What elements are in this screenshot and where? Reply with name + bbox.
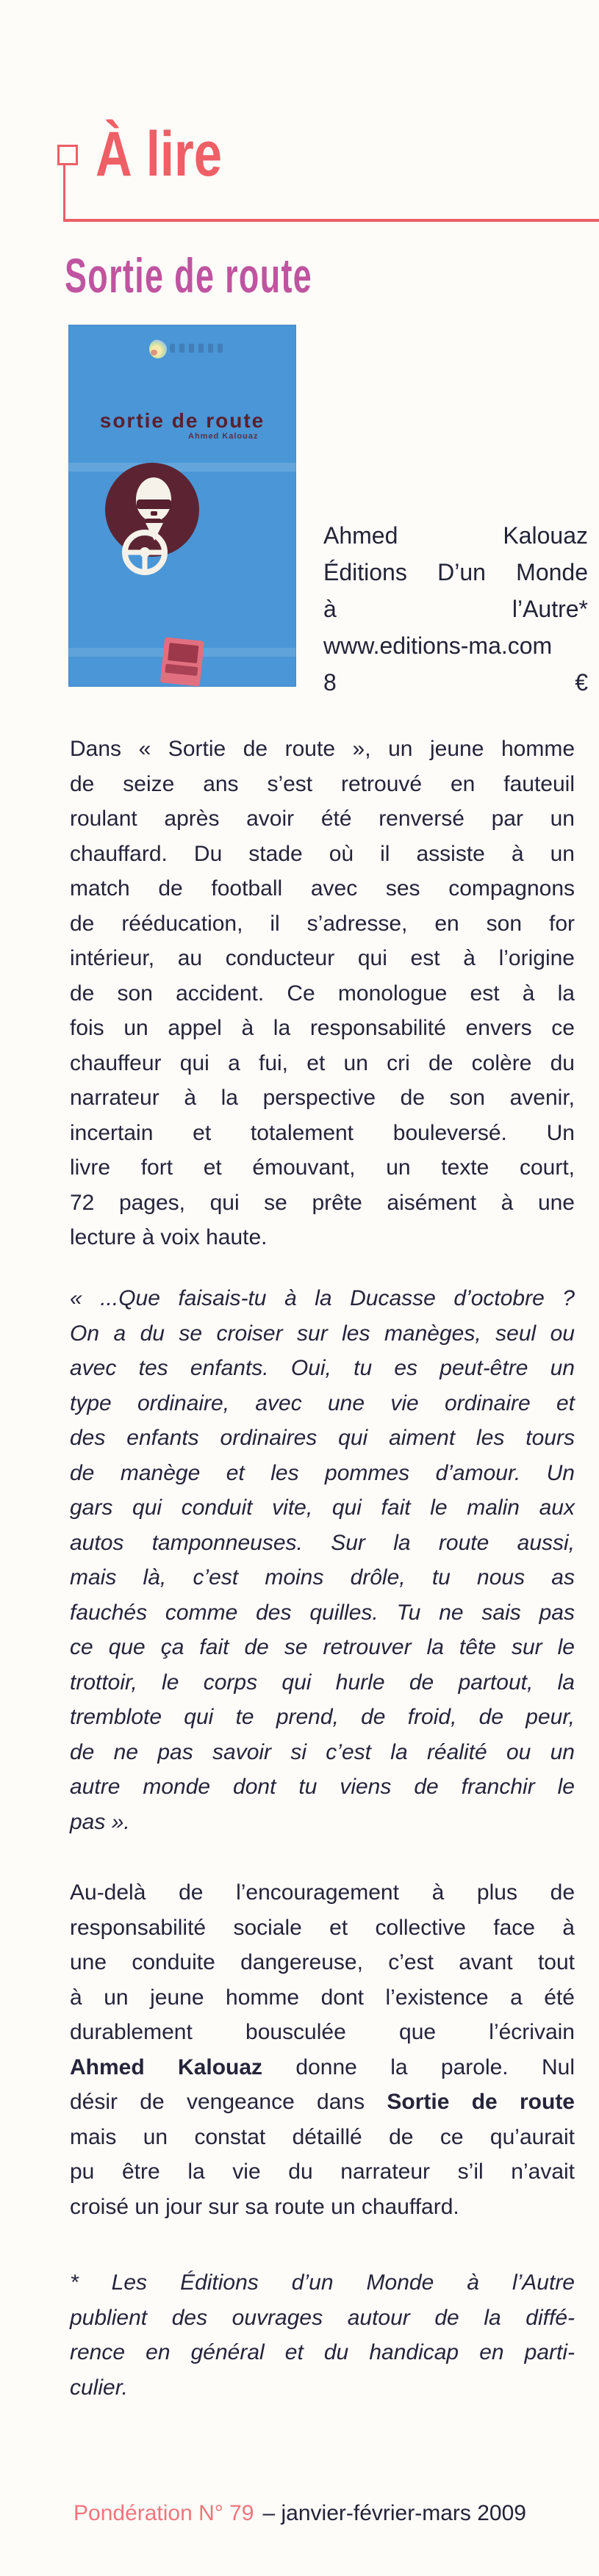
text-line: rence en général et du handicap en parti- xyxy=(70,2340,575,2364)
article-title: Sortie de route xyxy=(65,248,313,303)
text-line: Au-delà de l’encouragement à plus de xyxy=(70,1880,575,1905)
text-line: livre fort et émouvant, un texte court, xyxy=(70,1155,575,1180)
text-line: 72 pages, qui se prête aisément à une xyxy=(70,1190,575,1215)
text-line: mais là, c’est moins drôle, tu nous as xyxy=(70,1565,575,1590)
text-line: On a du se croiser sur les manèges, seul ou xyxy=(70,1321,575,1346)
text-line: de seize ans s’est retrouvé en fauteuil xyxy=(70,771,575,796)
publisher-logo-icon xyxy=(149,339,167,358)
cover-author: Ahmed Kalouaz xyxy=(188,432,259,441)
book-cover-image xyxy=(68,325,296,687)
text-line: Dans « Sortie de route », un jeune homme xyxy=(70,737,575,761)
article-paragraph-1 xyxy=(70,732,575,1255)
text-line: de son accident. Ce monologue est à la xyxy=(70,981,575,1006)
text-line: intérieur, au conducteur qui est à l’origine xyxy=(70,946,575,970)
text-line: narrateur à la perspective de son avenir, xyxy=(70,1086,575,1110)
text-line: Ahmed Kalouaz donne la parole. Nul xyxy=(70,2054,575,2079)
text-line: match de football avec ses compagnons xyxy=(70,876,575,901)
nose-mark xyxy=(151,511,157,516)
footer-issue-date: – janvier-février-mars 2009 xyxy=(262,2501,526,2525)
text-line: autre monde dont tu viens de franchir le xyxy=(70,1775,575,1799)
text-line: culier. xyxy=(70,2375,128,2400)
text-line: durablement bousculée que l’écrivain xyxy=(70,2020,575,2044)
text-line: pas ». xyxy=(70,1809,130,1834)
text-line: de ne pas savoir si c’est la réalité ou un xyxy=(70,1739,575,1764)
text-line: gars qui conduit vite, qui fait le malin aux xyxy=(70,1496,575,1520)
stamp-mark xyxy=(168,643,198,663)
text-line: chauffeur qui a fui, et un cri de colère du xyxy=(70,1050,575,1075)
article-paragraph-2 xyxy=(70,1875,575,2224)
text-line: Éditions D’un Monde xyxy=(323,559,588,585)
publisher-logo-icon xyxy=(151,350,157,356)
text-line: tremblote qui te prend, de froid, de peur, xyxy=(70,1705,575,1729)
text-line: www.editions-ma.com xyxy=(323,632,553,659)
text-line: à un jeune homme dont l’existence a été xyxy=(70,1985,575,2010)
text-line: Ahmed Kalouaz xyxy=(323,522,588,549)
article-quote xyxy=(70,1281,575,1839)
text-line: trottoir, le corps qui hurle de partout, la xyxy=(70,1670,575,1695)
text-line: des enfants ordinaires qui aiment les tours xyxy=(70,1426,575,1450)
text-line: à l’Autre* xyxy=(323,596,588,622)
text-line: mais un constat détaillé de ce qu’aurait xyxy=(70,2124,575,2149)
driver-illustration xyxy=(99,458,209,583)
text-line: lecture à voix haute. xyxy=(70,1225,268,1249)
text-line: type ordinaire, avec une vie ordinaire et xyxy=(70,1390,575,1415)
text-line: 8 € xyxy=(323,669,588,696)
page-footer xyxy=(73,2499,526,2528)
section-connector-line xyxy=(63,165,65,221)
glasses-icon xyxy=(137,499,171,509)
text-line: responsabilité sociale et collective face à xyxy=(70,1915,575,1940)
price-stamp xyxy=(160,637,204,686)
text-line: * Les Éditions d’un Monde à l’Autre xyxy=(70,2270,575,2295)
text-line: pu être la vie du narrateur s’il n’avait xyxy=(70,2160,575,2184)
text-line: publient des ouvrages autour de la diffé- xyxy=(70,2305,575,2330)
text-line: roulant après avoir été renversé par un xyxy=(70,807,575,831)
footer-magazine-name: Pondération N° 79 xyxy=(73,2501,254,2525)
text-line: fauchés comme des quilles. Tu ne sais pas xyxy=(70,1600,575,1625)
text-line: autos tamponneuses. Sur la route aussi, xyxy=(70,1530,575,1555)
section-rule xyxy=(63,219,599,222)
text-line: de rééducation, il s’adresse, en son for xyxy=(70,911,575,936)
text-line: croisé un jour sur sa route un chauffard. xyxy=(70,2194,459,2219)
stamp-mark xyxy=(165,664,198,677)
cover-title: sortie de route xyxy=(99,409,265,432)
section-marker-square xyxy=(57,145,78,165)
publisher-logo-text xyxy=(170,344,227,353)
text-line: une conduite dangereuse, c’est avant tout xyxy=(70,1950,575,1974)
article-footnote xyxy=(70,2265,575,2405)
text-line: incertain et totalement bouleversé. Un xyxy=(70,1120,575,1145)
text-line: de manège et les pommes d’amour. Un xyxy=(70,1460,575,1485)
mouth-mark xyxy=(146,519,161,522)
text-line: « ...Que faisais-tu à la Ducasse d’octobre ? xyxy=(70,1286,575,1310)
text-line: fois un appel à la responsabilité envers ce xyxy=(70,1016,575,1040)
text-line: ce que ça fait de se retrouver la tête sur le xyxy=(70,1635,575,1659)
text-line: avec tes enfants. Oui, tu es peut-être un xyxy=(70,1356,575,1380)
book-info xyxy=(323,517,588,701)
section-label: À lire xyxy=(96,119,223,190)
text-line: désir de vengeance dans Sortie de route xyxy=(70,2090,575,2114)
text-line: chauffard. Du stade où il assiste à un xyxy=(70,841,575,866)
